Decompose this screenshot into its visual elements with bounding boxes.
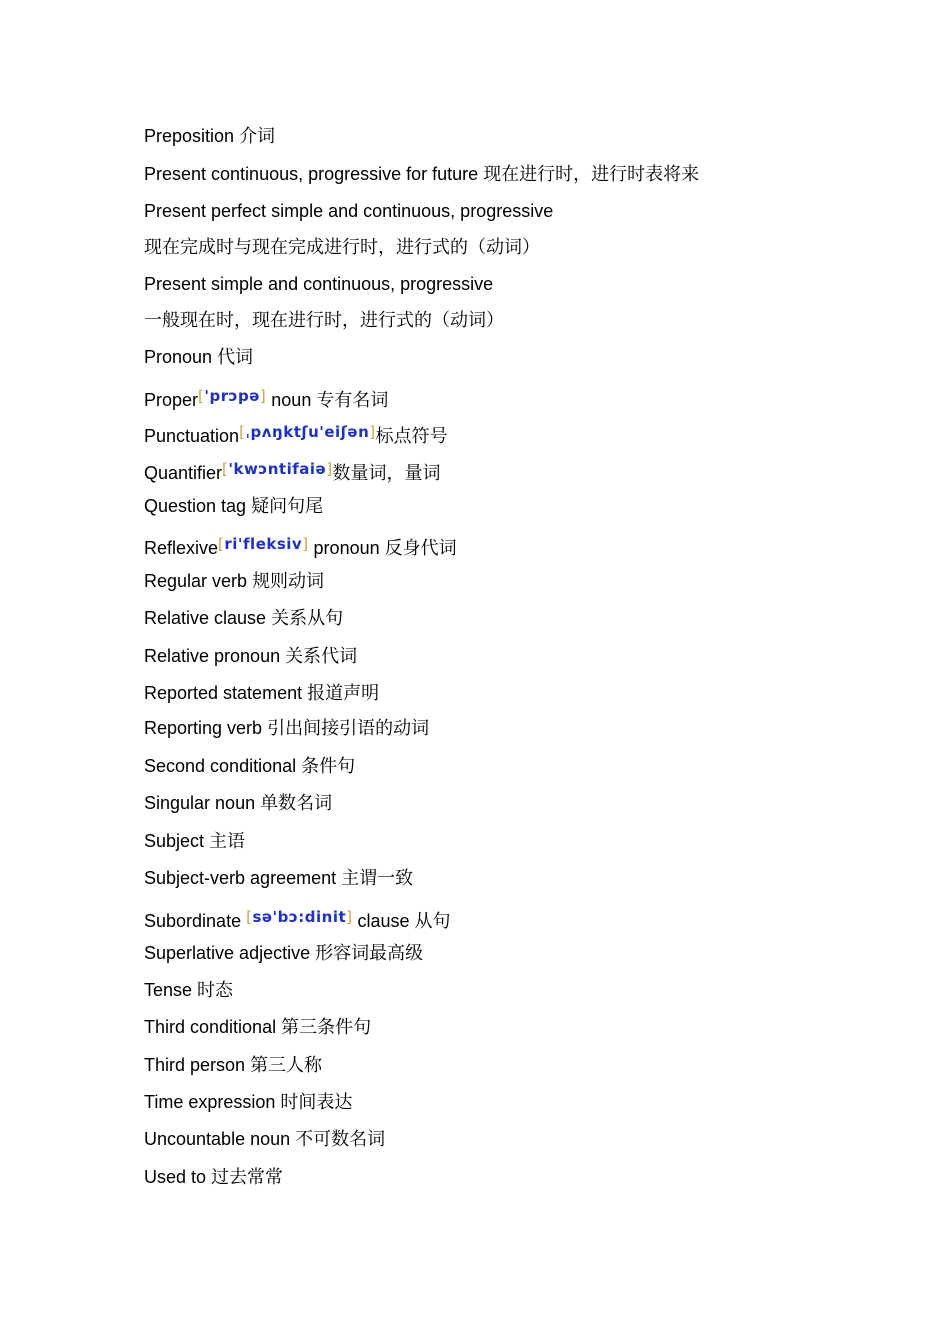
glossary-entry-question-tag <box>144 494 323 518</box>
translation: 报道声明 <box>307 683 380 704</box>
phonetic-transcription: [ri'fleksiv] <box>218 535 309 553</box>
term: Superlative adjective <box>144 943 316 963</box>
translation: 时态 <box>197 980 234 1001</box>
translation: 反身代词 <box>384 538 457 559</box>
term: Preposition <box>144 126 240 146</box>
glossary-entry-used-to <box>144 1165 283 1189</box>
phonetic-transcription: [ˌpʌŋktʃu'eiʃən] <box>239 423 376 441</box>
term: Subordinate <box>144 911 247 931</box>
glossary-entry-subject <box>144 829 245 853</box>
translation: 介词 <box>239 126 276 147</box>
term: Tense <box>144 980 198 1000</box>
glossary-entry-present-perfect-translation <box>144 235 540 259</box>
translation: 规则动词 <box>252 571 325 592</box>
glossary-entry-reported-statement <box>144 681 379 705</box>
term: Subject <box>144 831 210 851</box>
glossary-entry-relative-pronoun <box>144 644 357 668</box>
phonetic-text: sə'bɔ:dinit <box>252 908 347 926</box>
phonetic-text: ˌpʌŋktʃu'eiʃən <box>245 423 370 441</box>
term: Question tag <box>144 496 252 516</box>
term: Present perfect simple and continuous, progressive <box>144 201 554 221</box>
term: Singular noun <box>144 793 261 813</box>
translation: 从句 <box>414 911 451 932</box>
translation: 引出间接引语的动词 <box>267 718 430 739</box>
glossary-entry-regular-verb <box>144 569 324 593</box>
term: Relative clause <box>144 608 272 628</box>
glossary-entry-second-conditional <box>144 754 355 778</box>
term: Present simple and continuous, progressive <box>144 274 494 294</box>
term: Third person <box>144 1055 251 1075</box>
term: Quantifier <box>144 463 223 483</box>
term: Proper <box>144 390 199 410</box>
term: Uncountable noun <box>144 1129 296 1149</box>
term: Present continuous, progressive for future <box>144 164 484 184</box>
term-continued: clause <box>352 911 415 931</box>
phonetic-text: ri'fleksiv <box>224 535 303 553</box>
translation: 现在完成时与现在完成进行时，进行式的（动词） <box>144 237 540 258</box>
glossary-entry-present-continuous <box>144 162 699 186</box>
translation: 不可数名词 <box>295 1129 386 1150</box>
translation: 主语 <box>209 831 246 852</box>
term: Time expression <box>144 1092 281 1112</box>
term: Used to <box>144 1167 212 1187</box>
glossary-entry-relative-clause <box>144 606 343 630</box>
glossary-entry-preposition <box>144 124 275 148</box>
translation: 疑问句尾 <box>251 496 324 517</box>
translation: 条件句 <box>301 756 356 777</box>
translation: 形容词最高级 <box>315 943 424 964</box>
term: Reported statement <box>144 683 308 703</box>
translation: 关系从句 <box>271 608 344 629</box>
translation: 一般现在时，现在进行时，进行式的（动词） <box>144 310 504 331</box>
term-continued: pronoun <box>308 538 385 558</box>
term: Reporting verb <box>144 718 268 738</box>
term: Punctuation <box>144 426 240 446</box>
term-continued: noun <box>266 390 317 410</box>
glossary-entry-singular-noun <box>144 791 332 815</box>
translation: 第三人称 <box>250 1055 323 1076</box>
phonetic-transcription: ['prɔpə] <box>198 387 267 405</box>
term: Relative pronoun <box>144 646 286 666</box>
glossary-entry-present-simple-translation <box>144 308 504 332</box>
translation: 专有名词 <box>316 390 389 411</box>
translation: 第三条件句 <box>281 1017 372 1038</box>
glossary-entry-quantifier <box>144 457 441 484</box>
term: Pronoun <box>144 347 218 367</box>
translation: 关系代词 <box>285 646 358 667</box>
glossary-entry-uncountable-noun <box>144 1127 385 1151</box>
term: Reflexive <box>144 538 219 558</box>
glossary-entry-third-conditional <box>144 1015 371 1039</box>
glossary-entry-proper-noun <box>144 384 389 411</box>
translation: 主谓一致 <box>341 868 414 889</box>
translation: 代词 <box>217 347 254 368</box>
phonetic-text: 'prɔpə <box>204 387 260 405</box>
glossary-entry-tense <box>144 978 233 1002</box>
translation: 单数名词 <box>260 793 333 814</box>
translation: 现在进行时，进行时表将来 <box>483 164 700 185</box>
translation: 时间表达 <box>280 1092 353 1113</box>
phonetic-transcription: ['kwɔntifaiə] <box>222 460 333 478</box>
term: Regular verb <box>144 571 253 591</box>
term: Second conditional <box>144 756 302 776</box>
glossary-entry-pronoun <box>144 345 253 369</box>
glossary-entry-subject-verb-agreement <box>144 866 413 890</box>
phonetic-transcription: [sə'bɔ:dinit] <box>246 908 353 926</box>
glossary-entry-present-simple <box>144 272 493 296</box>
glossary-entry-punctuation <box>144 420 448 447</box>
translation: 数量词，量词 <box>332 463 441 484</box>
translation: 标点符号 <box>375 426 448 447</box>
glossary-entry-present-perfect <box>144 199 553 223</box>
glossary-entry-reporting-verb <box>144 716 429 740</box>
glossary-entry-time-expression <box>144 1090 352 1114</box>
translation: 过去常常 <box>211 1167 284 1188</box>
glossary-entry-reflexive-pronoun <box>144 532 457 559</box>
phonetic-text: 'kwɔntifaiə <box>228 460 327 478</box>
glossary-entry-superlative-adjective <box>144 941 423 965</box>
term: Third conditional <box>144 1017 282 1037</box>
glossary-entry-subordinate-clause <box>144 905 451 932</box>
glossary-entry-third-person <box>144 1053 322 1077</box>
term: Subject-verb agreement <box>144 868 342 888</box>
